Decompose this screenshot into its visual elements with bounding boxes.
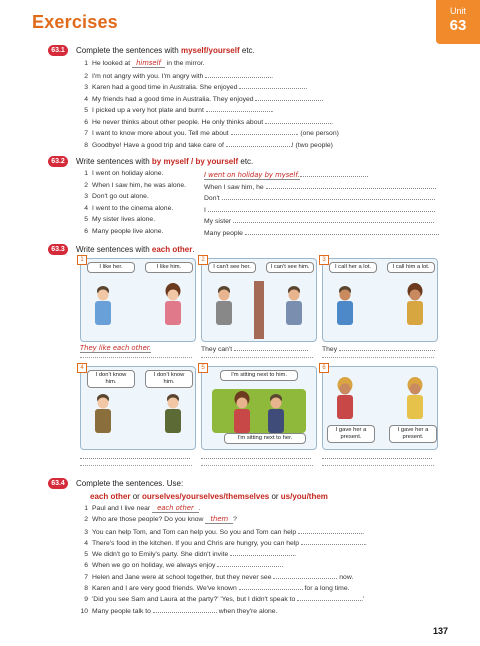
sentence-end: . [198,505,201,512]
instruction-keyword: myself/yourself [180,46,240,55]
panel-answer [80,452,194,461]
speech-bubble: I don't know him. [145,370,193,388]
sentence-start: I picked up a very hot plate and burnt [92,107,206,114]
sentence-start: He looked at [92,60,133,67]
option-each-other: each other [90,492,131,501]
picture-panel [201,366,317,450]
item-number: 1 [84,505,88,512]
rewrite-area [204,182,436,191]
rewrite-prefix: I [204,206,206,214]
item-number: 3 [84,84,88,91]
sentence-end: . [364,539,367,547]
sentence-start: Paul and I live near [92,505,153,512]
sentence-row [76,228,446,240]
sentence-row [76,205,446,217]
item-number: 5 [84,551,88,559]
sentence-row [76,59,446,71]
answer-blank[interactable] [245,228,439,235]
exercise-instruction-63-4: Complete the sentences. Use: [76,479,184,488]
item-number: 1 [84,60,88,67]
item-number: 10 [80,607,88,615]
answer-blank[interactable] [206,105,272,112]
instruction-keyword: by myself / by yourself [151,157,239,166]
picture-grid [80,258,436,468]
panel-number: 6 [319,363,329,373]
sentence-end: . (one person) [296,130,339,137]
speech-bubble: I like him. [145,262,193,273]
options-line [90,492,328,501]
page-number: 137 [432,626,448,636]
sentence-end: ? [233,516,237,524]
panel-number: 1 [77,255,87,265]
answer-prefix: They [322,346,338,353]
sentence-start: We didn't go to Emily's party. She didn't invite [92,551,231,559]
picture-panel [322,366,438,450]
original-sentence: My sister lives alone. [92,216,156,223]
answer-blank[interactable] [201,452,311,459]
panel-number: 3 [319,255,329,265]
panel-answer [80,344,194,352]
item-number: 6 [84,227,88,235]
sentence-end: . [281,562,284,570]
sentence-start: There's food in the kitchen. If you and Chris are hungry, you can help [92,539,301,547]
sentence-end: . [331,118,333,126]
sentence-start: Karen had a good time in Australia. She enjoyed [92,84,240,91]
item-number: 2 [84,72,88,80]
item-number: 5 [84,107,88,114]
sentence-start: You can help Tom, and Tom can help you. So you and Tom can help [92,528,299,536]
answer-blank[interactable] [239,583,303,590]
picture-panel [80,366,196,450]
answer-blank[interactable] [234,344,308,351]
answer-blank[interactable] [231,128,297,135]
item-number: 6 [84,562,88,570]
answer-text: I went on holiday by myself. [204,171,300,179]
answer-blank[interactable] [297,594,361,601]
panel-answer [322,452,436,461]
sentence-start: He never thinks about other people. He only thinks about [92,118,266,126]
speech-bubble: I gave her a present. [327,425,375,443]
exercise-list-63-2 [76,170,446,239]
sentence-end: . [294,551,297,559]
answer-blank[interactable] [208,205,435,212]
sentence-row [76,117,446,129]
picture-panel [80,258,196,342]
item-number: 8 [84,141,88,149]
rewrite-area [204,228,439,237]
speech-bubble: I'm sitting next to her. [224,433,306,444]
original-sentence: I went to the cinema alone. [92,204,174,212]
sentence-start: I'm not angry with you. I'm angry with [92,72,206,80]
speech-bubble: I call him a lot. [387,262,435,273]
item-number: 1 [84,170,88,177]
instruction-text: etc. [239,46,255,55]
speech-bubble: I'm sitting next to him. [220,370,298,381]
sentence-end: . [321,95,324,103]
sentence-row [76,94,446,106]
speech-bubble: I call her a lot. [329,262,377,273]
panel-number: 2 [198,255,208,265]
sentence-row [76,560,446,571]
sentence-row [76,193,446,205]
option-object-pronoun: us/you/them [280,492,328,501]
original-sentence: Many people live alone. [92,227,164,235]
sentence-end: . [305,84,308,91]
sentence-end: ! (two people) [291,141,333,149]
answer-blank[interactable] [255,94,324,103]
answer-blank[interactable] [273,572,337,579]
sentence-row [76,515,446,526]
panel-answer [322,344,436,353]
original-sentence: When I saw him, he was alone. [92,181,187,189]
panel-number: 4 [77,363,87,373]
instruction-text: etc. [238,157,254,166]
sentence-start: 'Did you see Sam and Laura at the party?' 'Yes, but I didn't speak to [92,596,298,604]
picture-panel [322,258,438,342]
sentence-row [76,71,446,83]
option-reflexive: ourselves/yourselves/themselves [142,492,270,501]
sentence-end: for a long time. [302,585,350,593]
item-number: 2 [84,516,88,524]
item-number: 4 [84,95,88,103]
answer-line[interactable] [322,464,434,466]
option-separator: or [269,492,281,501]
sentence-row [76,606,446,617]
instruction-text: Write sentences with [76,157,152,166]
answer-blank[interactable] [217,560,284,570]
sentence-row [76,82,446,94]
sentence-row [76,572,446,583]
answer-blank[interactable] [205,71,274,80]
instruction-text: Complete the sentences with [76,46,181,55]
sentence-row [76,594,446,605]
speech-bubble: I gave her a present. [389,425,437,443]
sentence-end: . [271,72,274,80]
instruction-text: Write sentences with [76,245,152,254]
sentence-start: Many people talk to [92,607,153,615]
panel-answer [201,452,315,461]
answer-blank[interactable] [301,538,365,545]
unit-label: Unit [449,6,466,16]
sentence-start: Who are those people? Do you know [92,516,206,524]
item-number: 7 [84,573,88,581]
answer-prefix: They can't [201,346,233,353]
sentence-row [76,549,446,560]
answer-text: them [205,515,233,524]
sentence-end: .' [361,596,365,604]
original-sentence: Don't go out alone. [92,193,149,200]
speech-bubble: I can't see her. [208,262,256,273]
unit-badge [436,0,480,44]
sentence-row [76,105,446,117]
rewrite-area [204,205,435,214]
speech-bubble: I can't see him. [266,262,314,273]
sentence-start: Helen and Jane were at school together, but they never see [92,573,274,581]
exercise-instruction-63-1 [76,46,255,55]
sentence-row [76,527,446,538]
exercise-instruction-63-2 [76,157,253,166]
sentence-start: When we go on holiday, we always enjoy [92,562,218,570]
answer-blank[interactable] [80,452,190,459]
exercise-badge-63-3: 63.3 [48,244,68,255]
instruction-text: . [192,245,195,254]
panel-number: 5 [198,363,208,373]
answer-blank[interactable] [230,549,297,559]
sentence-row [76,216,446,228]
answer-blank[interactable] [233,216,433,223]
sentence-start: Karen and I are very good friends. We've known [92,585,239,593]
item-number: 4 [84,204,88,212]
sentence-row [76,128,446,140]
answer-blank[interactable] [322,452,432,459]
exercise-list-63-1 [76,59,446,151]
rewrite-prefix: When I saw him, he [204,183,264,191]
sentence-row [76,182,446,194]
rewrite-area [204,170,368,179]
speech-bubble: I like her. [87,262,135,273]
sentence-start: My friends had a good time in Australia. They enjoyed [92,95,256,103]
rewrite-prefix: My sister [204,218,232,225]
exercise-badge-63-2: 63.2 [48,156,68,167]
sentence-row [76,140,446,152]
item-number: 5 [84,216,88,223]
item-number: 8 [84,585,88,593]
rewrite-prefix: Many people [204,229,243,237]
answer-blank[interactable] [266,182,437,189]
answer-line[interactable] [201,464,313,466]
sentence-start: Goodbye! Have a good trip and take care of [92,141,226,149]
exercise-list-63-4 [76,504,446,617]
sentence-end: . [271,107,274,114]
item-number: 3 [84,528,88,536]
sentence-end: when they're alone. [216,607,278,615]
answer-text: each other [152,504,199,513]
option-separator: or [130,492,143,501]
rewrite-prefix: Don't [204,195,220,202]
answer-line[interactable] [201,356,313,358]
picture-panel [201,258,317,342]
exercise-instruction-63-3 [76,245,195,254]
rewrite-area [204,193,435,202]
rewrite-area [204,216,434,225]
sentence-row [76,583,446,594]
answer-blank[interactable] [339,344,435,351]
sentence-end: . [362,528,364,536]
item-number: 2 [84,181,88,189]
answer-blank[interactable] [226,140,292,147]
answer-blank[interactable] [265,117,331,124]
sentence-start: I want to know more about you. Tell me about [92,130,231,137]
page-title: Exercises [32,12,118,32]
instruction-keyword: each other [151,245,193,254]
answer-blank[interactable] [153,606,217,613]
item-number: 6 [84,118,88,126]
speech-bubble: I don't know him. [87,370,135,388]
panel-answer [201,344,315,353]
exercise-badge-63-1: 63.1 [48,45,68,56]
sentence-row [76,504,446,515]
answer-blank[interactable] [239,82,308,91]
item-number: 4 [84,539,88,547]
unit-number: 63 [449,17,467,34]
answer-line[interactable] [80,464,192,466]
item-number: 7 [84,130,88,137]
sentence-end: in the mirror. [164,60,205,67]
sentence-row [76,538,446,549]
answer-line[interactable] [80,356,192,358]
item-number: 3 [84,193,88,200]
sentence-row [76,170,446,182]
answer-blank[interactable] [300,170,368,177]
original-sentence: I went on holiday alone. [92,170,164,177]
answer-line[interactable] [322,356,434,358]
item-number: 9 [84,596,88,604]
exercise-badge-63-4: 63.4 [48,478,68,489]
answer-text: They like each other. [80,344,152,352]
answer-blank[interactable] [222,193,436,200]
answer-blank[interactable] [298,527,362,534]
answer-text: himself [132,59,165,68]
sentence-end: now. [337,573,354,581]
